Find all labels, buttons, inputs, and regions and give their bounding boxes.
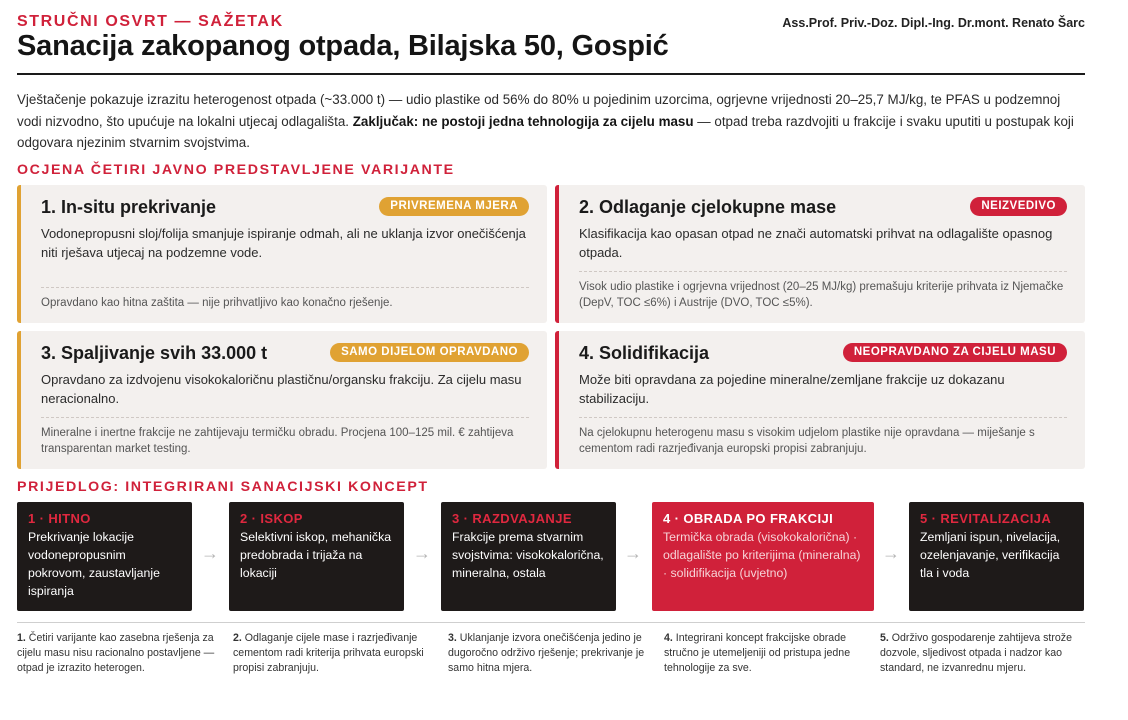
footnote-1 bbox=[17, 631, 215, 676]
variant-title: 2. Odlaganje cjelokupne mase bbox=[579, 197, 837, 217]
variant-card-3 bbox=[17, 331, 547, 469]
footnote-number: 2. bbox=[233, 632, 242, 644]
footnote-text: Uklanjanje izvora onečišćenja jedino je dugoročno održivo rješenje; prekrivanje je samo hitna mjera. bbox=[448, 632, 645, 674]
process-step-4 bbox=[652, 502, 874, 611]
step-title: 5 · REVITALIZACIJA bbox=[920, 511, 1052, 526]
arrow-right-icon: → bbox=[882, 543, 900, 563]
status-badge: SAMO DIJELOM OPRAVDANO bbox=[330, 343, 529, 362]
status-badge: PRIVREMENA MJERA bbox=[379, 197, 529, 216]
step-title: 3 · RAZDVAJANJE bbox=[452, 511, 572, 526]
process-step-2 bbox=[229, 502, 404, 611]
kicker: STRUČNI OSVRT — SAŽETAK bbox=[17, 13, 284, 30]
footnote-number: 5. bbox=[880, 632, 889, 644]
step-text: Prekrivanje lokacije vodonepropusnim pokrovom, zaustavljanje ispiranja bbox=[28, 530, 160, 598]
divider bbox=[579, 271, 1067, 272]
divider bbox=[41, 417, 529, 418]
intro-paragraph bbox=[17, 89, 1077, 154]
footnote-text: Integrirani koncept frakcijske obrade stručno je utemeljeniji od pristupa jedne tehnologije za sve. bbox=[664, 632, 851, 674]
process-step-5 bbox=[909, 502, 1084, 611]
footnote-text: Odlaganje cijele mase i razrjeđivanje cementom radi kriterija prihvata europski propisi zabranjuju. bbox=[233, 632, 424, 674]
variant-card-2 bbox=[555, 185, 1085, 323]
variant-title: 4. Solidifikacija bbox=[579, 343, 710, 363]
intro-tail: — otpad treba razdvojiti u frakcije i svaku uputiti u postupak koji odgovara njezinim stvarnim svojstvima. bbox=[17, 113, 1074, 150]
variant-note: Na cjelokupnu heterogenu masu s visokim udjelom plastike nije opravdana — miješanje s cementom radi razrjeđivanja europski propisi zabranjuju. bbox=[579, 427, 1035, 455]
arrow-right-icon: → bbox=[201, 543, 219, 563]
step-text: Selektivni iskop, mehanička predobrada i trijaža na lokaciji bbox=[240, 530, 392, 580]
step-text: Zemljani ispun, nivelacija, ozelenjavanje, verifikacija tla i voda bbox=[920, 530, 1061, 580]
intro-conclusion: Zaključak: ne postoji jedna tehnologija za cijelu masu bbox=[352, 113, 694, 129]
variants-heading: OCJENA ČETIRI JAVNO PREDSTAVLJENE VARIJANTE bbox=[17, 162, 455, 178]
variant-note: Visok udio plastike i ogrjevna vrijednost (20–25 MJ/kg) premašuju kriterije prihvata iz Njemačke (DepV, TOC ≤6%) i Austrije (DVO, TOC ≤5%). bbox=[579, 281, 1064, 309]
footnote-number: 4. bbox=[664, 632, 673, 644]
variant-note: Opravdano kao hitna zaštita — nije prihvatljivo kao konačno rješenje. bbox=[41, 297, 393, 309]
variant-description: Vodonepropusni sloj/folija smanjuje ispiranje odmah, ali ne uklanja izvor onečišćenja niti rješava utjecaj na podzemne vode. bbox=[41, 226, 526, 260]
status-badge: NEOPRAVDANO ZA CIJELU MASU bbox=[843, 343, 1067, 362]
arrow-right-icon: → bbox=[624, 543, 642, 563]
footnote-4 bbox=[664, 631, 862, 676]
variant-title: 3. Spaljivanje svih 33.000 t bbox=[41, 343, 268, 363]
divider bbox=[579, 417, 1067, 418]
step-title: 2 · ISKOP bbox=[240, 511, 303, 526]
footnote-3 bbox=[448, 631, 646, 676]
variant-description: Klasifikacija kao opasan otpad ne znači automatski prihvat na odlagalište opasnog otpada. bbox=[579, 226, 1053, 260]
title-rule bbox=[17, 73, 1085, 75]
process-step-3 bbox=[441, 502, 616, 611]
step-text: Frakcije prema stvarnim svojstvima: visokokalorična, mineralna, ostala bbox=[452, 530, 604, 580]
footnote-number: 3. bbox=[448, 632, 457, 644]
variant-card-4 bbox=[555, 331, 1085, 469]
variant-description: Može biti opravdana za pojedine mineralne/zemljane frakcije uz dokazanu stabilizaciju. bbox=[579, 372, 1005, 406]
author: Ass.Prof. Priv.-Doz. Dipl.-Ing. Dr.mont. Renato Šarc bbox=[782, 16, 1085, 30]
variant-note: Mineralne i inertne frakcije ne zahtijevaju termičku obradu. Procjena 100–125 mil. € zahtijeva transparentan market testing. bbox=[41, 427, 514, 455]
step-title: 4 · OBRADA PO FRAKCIJI bbox=[663, 511, 834, 526]
step-title: 1 · HITNO bbox=[28, 511, 91, 526]
footnote-rule bbox=[17, 622, 1085, 623]
footnote-2 bbox=[233, 631, 431, 676]
footnote-text: Održivo gospodarenje zahtijeva strože dozvole, sljedivost otpada i nadzor kao standard, ne izvanrednu mjeru. bbox=[880, 632, 1072, 674]
variant-title: 1. In-situ prekrivanje bbox=[41, 197, 217, 217]
intro-text: Vještačenje pokazuje izrazitu heterogenost otpada (~33.000 t) — udio plastike od 56% do 80% u pojedinim uzorcima, ogrjevne vrijednosti 20–25,7 MJ/kg, te PFAS u podzemnoj vodi nizvodno, što upućuje na lokalni utjecaj odlagališta. bbox=[17, 92, 1061, 129]
variant-description: Opravdano za izdvojenu visokokaloričnu plastičnu/organsku frakciju. Za cijelu masu neracionalno. bbox=[41, 372, 522, 406]
concept-heading: PRIJEDLOG: INTEGRIRANI SANACIJSKI KONCEPT bbox=[17, 479, 429, 495]
status-badge: NEIZVEDIVO bbox=[970, 197, 1067, 216]
arrow-right-icon: → bbox=[413, 543, 431, 563]
variant-card-1 bbox=[17, 185, 547, 323]
divider bbox=[41, 287, 529, 288]
footnote-5 bbox=[880, 631, 1078, 676]
footnote-number: 1. bbox=[17, 632, 26, 644]
page-title: Sanacija zakopanog otpada, Bilajska 50, Gospić bbox=[17, 30, 669, 62]
process-step-1 bbox=[17, 502, 192, 611]
step-text: Termička obrada (visokokalorična) · odlagalište po kriterijima (mineralna) · solidifikacija (uvjetno) bbox=[663, 530, 861, 580]
footnote-text: Četiri varijante kao zasebna rješenja za cijelu masu nisu racionalno postavljene — otpad je izrazito heterogen. bbox=[17, 632, 215, 674]
